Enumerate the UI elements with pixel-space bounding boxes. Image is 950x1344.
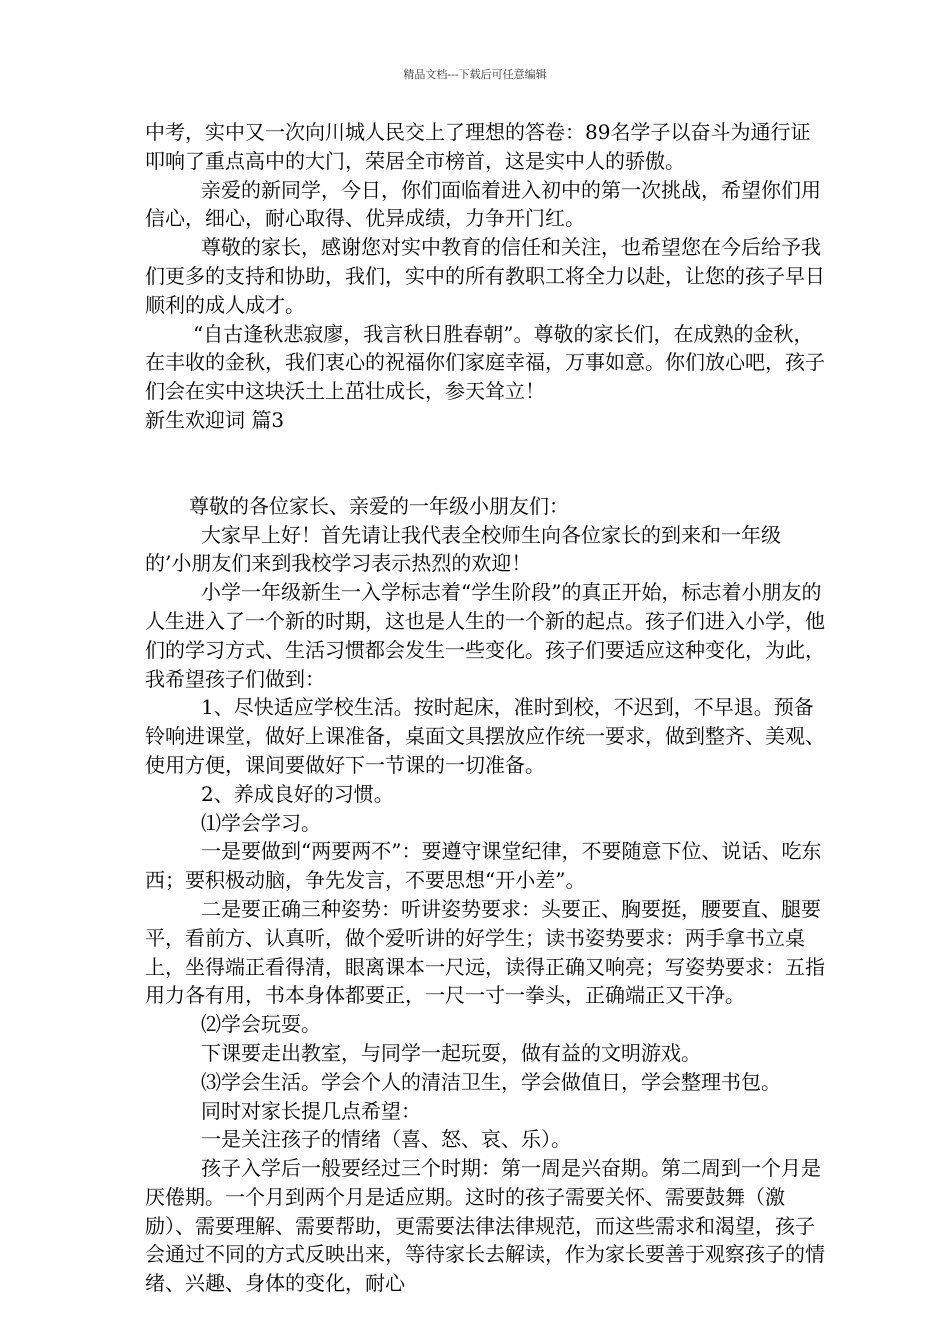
section-spacer — [145, 435, 825, 492]
document-body — [145, 118, 825, 1298]
paragraph-12: ⑵学会玩耍。 — [201, 1012, 321, 1037]
greeting: 尊敬的各位家长、亲爱的一年级小朋友们： — [189, 493, 569, 518]
paragraph-7: 1、尽快适应学校生活。按时起床，准时到校，不迟到，不早退。预备铃响进课堂，做好上课准备，桌面文具摆放应作统一要求，做到整齐、美观、使用方便，课间要做好下一节课的一切准备。 — [145, 695, 825, 777]
paragraph-14: ⑶学会生活。学会个人的清洁卫生，学会做值日，学会整理书包。 — [201, 1069, 781, 1094]
paragraph-3: 尊敬的家长，感谢您对实中教育的信任和关注，也希望您在今后给予我们更多的支持和协助，我们，实中的所有教职工将全力以赴，让您的孩子早日顺利的成人成才。 — [145, 235, 825, 317]
page-header: 精品文档---下载后可任意编辑 — [403, 68, 547, 81]
paragraph-6: 小学一年级新生一入学标志着“学生阶段”的真正开始，标志着小朋友的人生进入了一个新的时期，这也是人生的一个新的起点。孩子们进入小学，他们的学习方式、生活习惯都会发生一些变化。孩子们要适应这种变化，为此，我希望孩子们做到： — [145, 580, 825, 691]
paragraph-1: 中考，实中又一次向川城人民交上了理想的答卷：89名学子以奋斗为通行证叩响了重点高中的大门，荣居全市榜首，这是实中人的骄傲。 — [145, 120, 811, 173]
paragraph-13: 下课要走出教室，与同学一起玩耍，做有益的文明游戏。 — [201, 1040, 701, 1065]
paragraph-11: 二是要正确三种姿势：听讲姿势要求：头要正、胸要挺，腰要直、腿要平，看前方、认真听，做个爱听讲的好学生；读书姿势要求：两手拿书立桌上，坐得端正看得清，眼离课本一尺远，读得正确又响亮；写姿势要求：五指用力各有用，书本身体都要正，一尺一寸一拳头，正确端正又干净。 — [145, 896, 825, 1008]
paragraph-4: “自古逢秋悲寂廖，我言秋日胜春朝”。尊敬的家长们，在成熟的金秋，在丰收的金秋，我们衷心的祝福你们家庭幸福，万事如意。你们放心吧，孩子们会在实中这块沃土上茁壮成长，参天耸立！ — [145, 321, 825, 404]
paragraph-2: 亲爱的新同学，今日，你们面临着进入初中的第一次挑战，希望你们用信心，细心，耐心取得、优异成绩，力争开门红。 — [145, 177, 821, 231]
paragraph-8: 2、养成良好的习惯。 — [201, 781, 394, 806]
paragraph-5: 大家早上好！首先请让我代表全校师生向各位家长的到来和一年级的’小朋友们来到我校学习表示热烈的欢迎！ — [145, 522, 781, 576]
paragraph-17: 孩子入学后一般要经过三个时期：第一周是兴奋期。第二周到一个月是厌倦期。一个月到两个月是适应期。这时的孩子需要关怀、需要鼓舞（激励）、需要理解、需要帮助，更需要法律法律规范，而这些需求和渴望，孩子会通过不同的方式反映出来，等待家长去解读，作为家长要善于观察孩子的情绪、兴趣、身体的变化，耐心 — [145, 1156, 825, 1296]
paragraph-10: 一是要做到“两要两不”：要遵守课堂纪律，不要随意下位、说话、吃东西；要积极动脑，争先发言，不要思想“开小差”。 — [145, 839, 822, 893]
paragraph-16: 一是关注孩子的情绪（喜、怒、哀、乐）。 — [201, 1127, 571, 1152]
section-title: 新生欢迎词 篇3 — [145, 407, 285, 432]
paragraph-15: 同时对家长提几点希望： — [201, 1098, 421, 1123]
paragraph-9: ⑴学会学习。 — [201, 810, 321, 835]
